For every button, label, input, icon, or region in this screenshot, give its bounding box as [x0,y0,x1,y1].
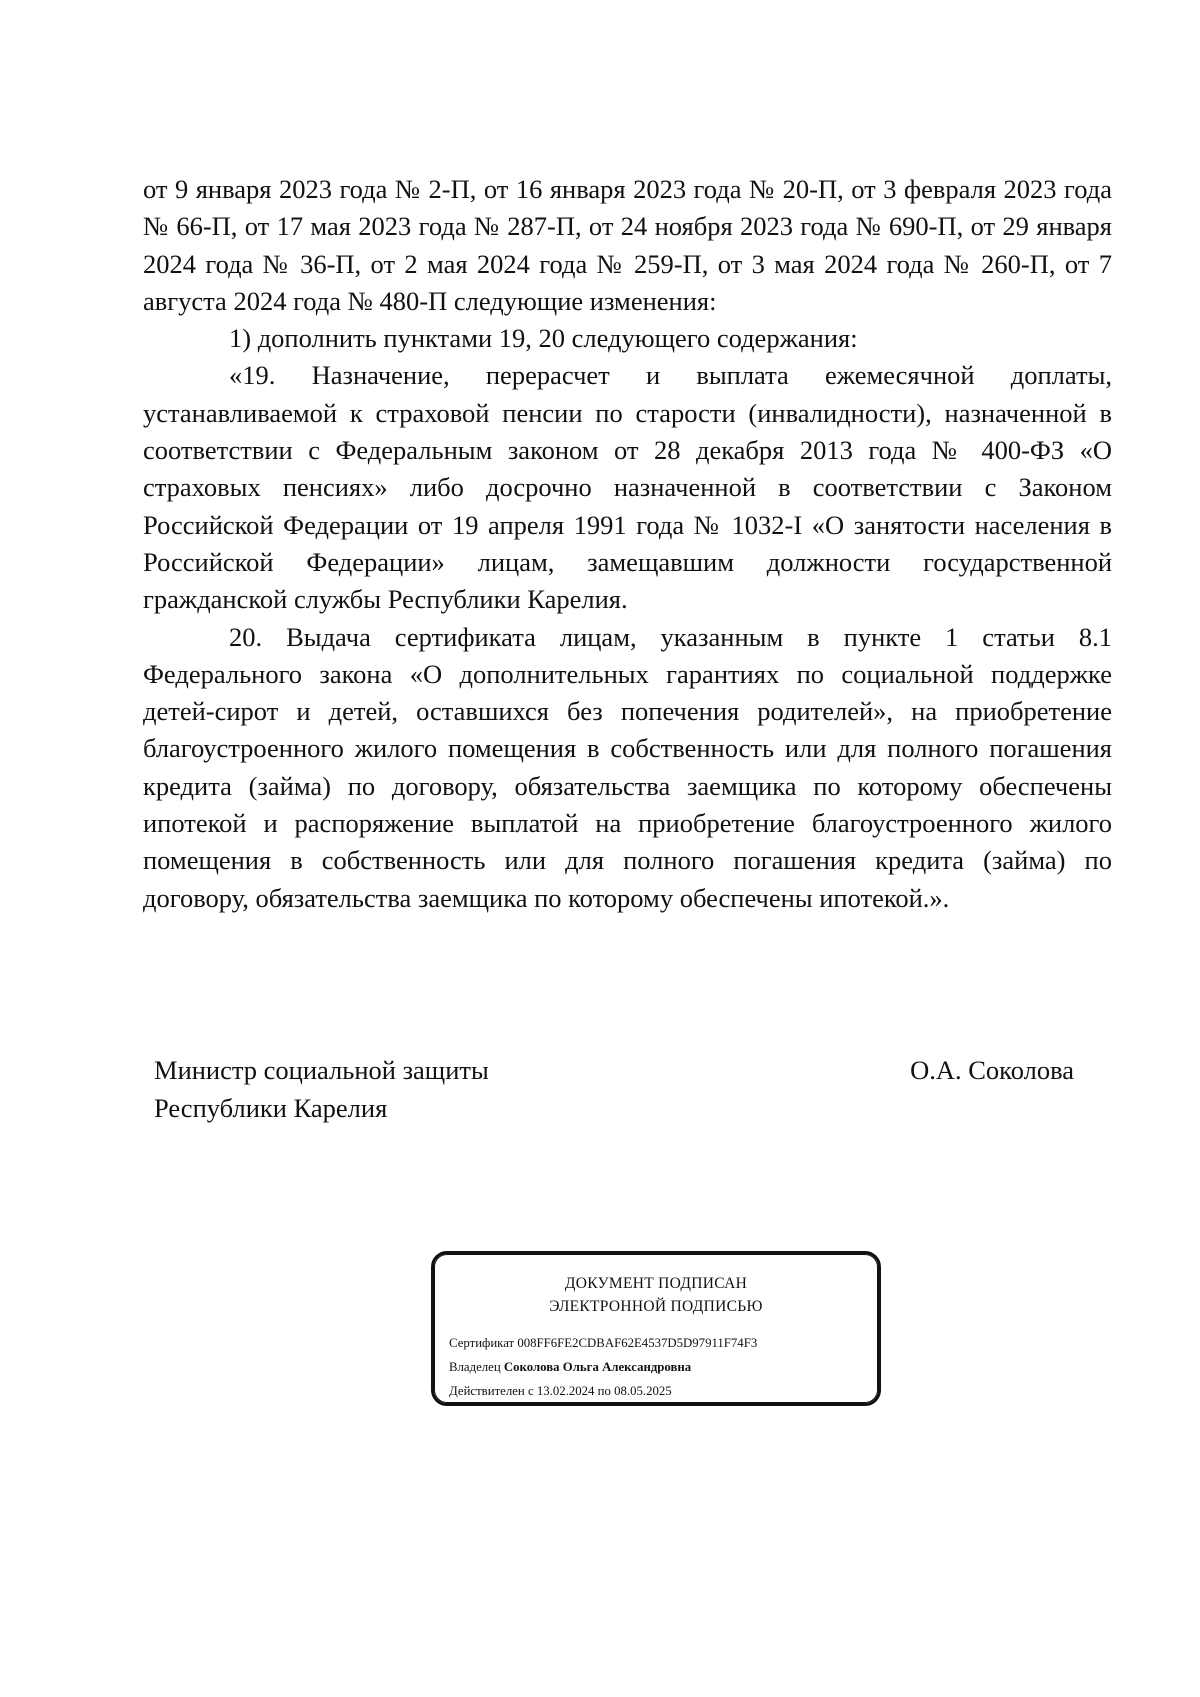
paragraph-point-20: 20. Выдача сертификата лицам, указанным в пункте 1 статьи 8.1 Федерального закона «О дополнительных гарантиях по социальной поддержке детей-сирот и детей, оставшихся без попечения родителей», на приобретение благоустроенного жилого помещения в собственность или для полного погашения кредита (займа) по договору, обязательства заемщика по которому обеспечены ипотекой и распоряжение выплатой на приобретение благоустроенного жилого помещения в собственность или для полного погашения кредита (займа) по договору, обязательства заемщика по которому обеспечены ипотекой.». [143,621,1112,913]
document-body [143,171,1112,917]
paragraph-point-19: «19. Назначение, перерасчет и выплата ежемесячной доплаты, устанавливаемой к страховой пенсии по старости (инвалидности), назначенной в соответствии с Федеральным законом от 28 декабря 2013 года № 400-ФЗ «О страховых пенсиях» либо досрочно назначенной в соответствии с Законом Российской Федерации от 19 апреля 1991 года № 1032-I «О занятости населения в Российской Федерации» лицам, замещавшим должности государственной гражданской службы Республики Карелия. [143,360,1112,615]
stamp-valid-label: Действителен с [449,1384,534,1398]
stamp-certificate-row [449,1331,874,1355]
stamp-title-line-1: ДОКУМЕНТ ПОДПИСАН [564,1275,748,1292]
stamp-valid-to-label: по [597,1384,611,1398]
paragraph-amendment-list: от 9 января 2023 года № 2-П, от 16 января 2023 года № 20-П, от 3 февраля 2023 года № 66-П, от 17 мая 2023 года № 287-П, от 24 ноября 2023 года № 690-П, от 29 января 2024 года № 36-П, от 2 мая 2024 года № 259-П, от 3 мая 2024 года № 260-П, от 7 августа 2024 года № 480-П следующие изменения: [143,174,1112,316]
stamp-owner-label: Владелец [449,1360,501,1374]
stamp-valid-from: 13.02.2024 [536,1384,595,1398]
paragraph-item-1: 1) дополнить пунктами 19, 20 следующего содержания: [229,323,858,354]
stamp-title [434,1272,878,1318]
signatory-position-line-2: Республики Карелия [154,1092,388,1123]
electronic-signature-stamp [431,1251,881,1406]
stamp-title-line-2: ЭЛЕКТРОННОЙ ПОДПИСЬЮ [549,1298,763,1315]
signatory-position [154,1052,674,1127]
stamp-validity-row [449,1379,874,1403]
stamp-certificate-value: 008FF6FE2CDBAF62E4537D5D97911F74F3 [517,1336,758,1350]
stamp-details [449,1331,874,1403]
stamp-owner-value: Соколова Ольга Александровна [503,1360,692,1374]
signatory-name: О.А. Соколова [910,1055,1074,1085]
stamp-valid-to: 08.05.2025 [614,1384,672,1398]
signatory-position-line-1: Министр социальной защиты [154,1055,489,1085]
stamp-certificate-label: Сертификат [449,1336,515,1350]
stamp-owner-row [449,1355,874,1379]
